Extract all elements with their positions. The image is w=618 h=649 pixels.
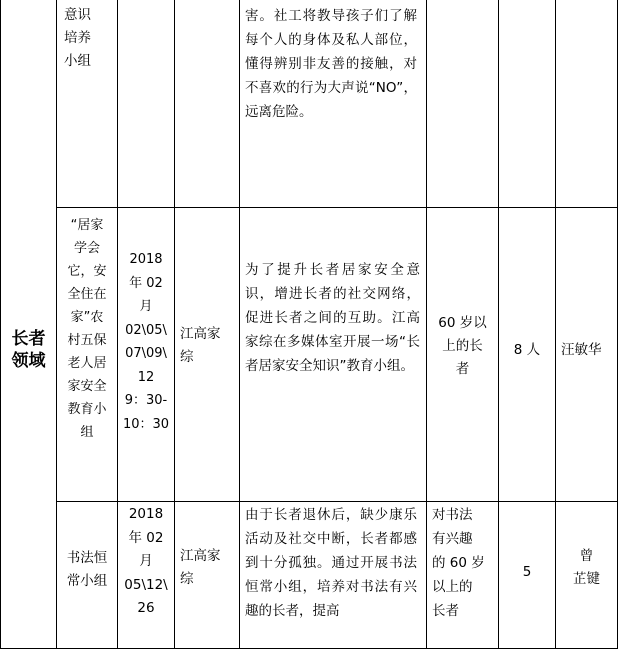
domain-label: 长者 领域 xyxy=(11,329,46,371)
grid-line xyxy=(239,0,240,649)
grid-line xyxy=(56,207,618,208)
activity-name-cell: “居家 学会 它，安 全住在 家”农 村五保 老人居 家安全 教育小 组 xyxy=(67,218,107,440)
grid-line xyxy=(56,501,618,502)
grid-line xyxy=(56,0,57,649)
activity-count-cell: 5 xyxy=(522,564,532,580)
activity-time-cell: 2018 年 02 月 02\05\ 07\09\ 12 9：30- 10：30 xyxy=(122,252,170,432)
activity-name-cell: 意识 培养 小组 xyxy=(64,7,91,69)
activity-content-cell: 由于长者退休后，缺少康乐活动及社交中断，长者都感到十分孤独。通过开展书法恒常小组，培养对书法有兴趣的长者，提高 xyxy=(245,507,417,619)
grid-line xyxy=(0,0,1,649)
activity-content-cell: 害。社工将教导孩子们了解每个人的身体及私人部位，懂得辨别非友善的接触，对不喜欢的行为大声说“NO”，远离危险。 xyxy=(245,8,417,120)
activity-target-cell: 对书法 有兴趣 的 60 岁 以上的 长者 xyxy=(432,507,485,619)
activity-staff-cell: 汪敏华 xyxy=(561,342,602,358)
activity-count-cell: 8 人 xyxy=(513,342,541,358)
grid-line xyxy=(498,0,499,649)
activity-venue-cell: 江高家 综 xyxy=(180,548,221,587)
activity-target-cell: 60 岁以 上的长 者 xyxy=(438,315,487,377)
activity-time-cell: 2018 年 02 月 05\12\ 26 xyxy=(124,506,168,616)
activity-content-cell: 为了提升长者居家安全意识，增进长者的社交网络，促进长者之间的互助。江高家综在多媒体室开展一场“长者居家安全知识”教育小组。 xyxy=(245,262,420,374)
activity-name-cell: 书法恒 常小组 xyxy=(66,550,108,589)
grid-line xyxy=(174,0,175,649)
activity-staff-cell: 曾 芷键 xyxy=(573,548,600,587)
activity-venue-cell: 江高家 综 xyxy=(180,326,221,365)
